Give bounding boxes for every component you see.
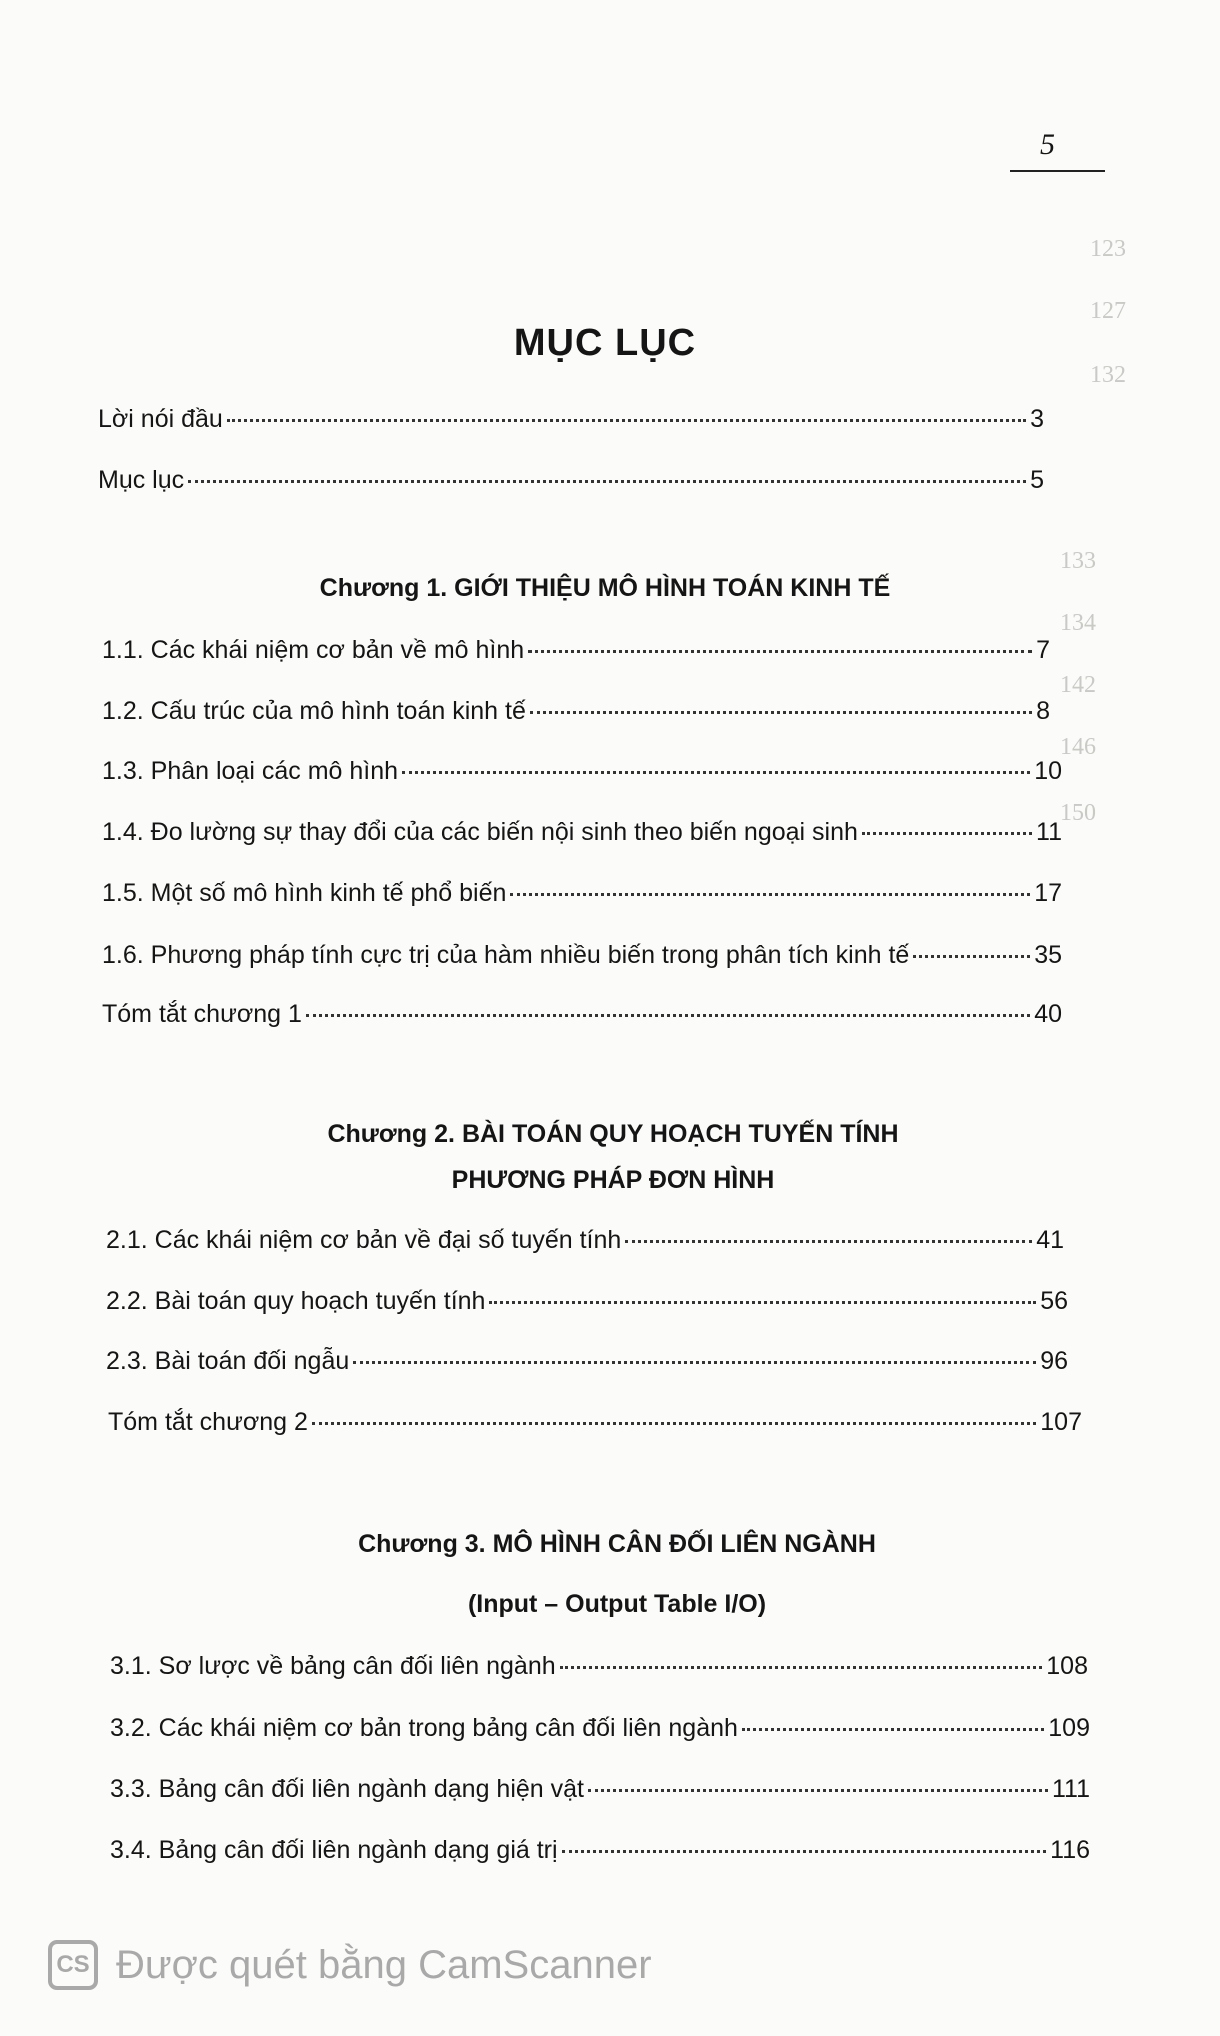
camscanner-watermark	[48, 1940, 652, 1990]
show-through-text: 150	[1060, 800, 1096, 826]
toc-entry-page: 40	[1034, 1000, 1062, 1028]
camscanner-logo-icon: CS	[48, 1940, 98, 1990]
leader-dots	[188, 480, 1026, 483]
toc-entry-page: 8	[1036, 697, 1050, 725]
toc-entry	[102, 818, 1062, 847]
toc-entry-label: Mục lục	[98, 466, 185, 494]
toc-entry	[106, 1287, 1068, 1316]
toc-entry-page: 116	[1050, 1836, 1090, 1864]
toc-entry-label: Tóm tắt chương 1	[102, 1000, 302, 1028]
toc-entry	[110, 1836, 1090, 1865]
leader-dots	[312, 1422, 1036, 1425]
chapter-heading: Chương 3. MÔ HÌNH CÂN ĐỐI LIÊN NGÀNH	[358, 1530, 876, 1558]
show-through-text: 133	[1060, 548, 1096, 574]
toc-entry-label: 1.4. Đo lường sự thay đổi của các biến nội sinh theo biến ngoại sinh	[102, 818, 858, 846]
toc-entry-label: 1.6. Phương pháp tính cực trị của hàm nhiều biến trong phân tích kinh tế	[102, 941, 910, 969]
toc-entry	[106, 1226, 1064, 1255]
toc-entry-label: 1.2. Cấu trúc của mô hình toán kinh tế	[102, 697, 526, 725]
toc-entry-label: Lời nói đầu	[98, 405, 223, 433]
toc-entry-label: 3.2. Các khái niệm cơ bản trong bảng cân đối liên ngành	[110, 1714, 738, 1742]
watermark-text: Được quét bằng CamScanner	[116, 1942, 652, 1987]
toc-entry-page: 5	[1030, 466, 1044, 494]
toc-entry	[102, 941, 1062, 970]
toc-entry-page: 108	[1046, 1652, 1088, 1680]
toc-entry-page: 10	[1034, 757, 1062, 785]
toc-entry-label: 2.1. Các khái niệm cơ bản về đại số tuyến tính	[106, 1226, 622, 1254]
chapter-subheading: PHƯƠNG PHÁP ĐƠN HÌNH	[451, 1166, 775, 1194]
leader-dots	[227, 419, 1026, 422]
leader-dots	[560, 1666, 1043, 1669]
toc-entry-label: 2.2. Bài toán quy hoạch tuyến tính	[106, 1287, 486, 1315]
leader-dots	[306, 1014, 1030, 1017]
leader-dots	[562, 1850, 1047, 1853]
chapter-subheading: (Input – Output Table I/O)	[467, 1590, 767, 1618]
show-through-text: 123	[1090, 236, 1126, 262]
leader-dots	[862, 832, 1032, 835]
show-through-text: 132	[1090, 362, 1126, 388]
chapter-heading: Chương 2. BÀI TOÁN QUY HOẠCH TUYẾN TÍNH	[327, 1120, 899, 1148]
toc-entry-page: 111	[1051, 1775, 1090, 1803]
toc-entry	[108, 1408, 1082, 1437]
toc-entry-label: 3.1. Sơ lược về bảng cân đối liên ngành	[110, 1652, 556, 1680]
toc-entry-page: 107	[1040, 1408, 1082, 1436]
toc-entry	[106, 1347, 1068, 1376]
toc-entry	[110, 1652, 1088, 1681]
leader-dots	[528, 650, 1032, 653]
leader-dots	[510, 893, 1030, 896]
toc-entry-page: 3	[1030, 405, 1044, 433]
toc-entry-page: 17	[1034, 879, 1062, 907]
show-through-text: 146	[1060, 734, 1096, 760]
toc-entry	[102, 636, 1050, 665]
page-number: 5	[1040, 128, 1055, 161]
toc-entry-page: 11	[1036, 818, 1062, 846]
toc-entry-page: 109	[1048, 1714, 1090, 1742]
show-through-text: 134	[1060, 610, 1096, 636]
toc-entry-label: 1.3. Phân loại các mô hình	[102, 757, 399, 785]
toc-entry	[110, 1714, 1090, 1743]
leader-dots	[353, 1361, 1036, 1364]
toc-entry	[98, 405, 1044, 434]
show-through-text: 127	[1090, 298, 1126, 324]
toc-entry	[102, 757, 1062, 786]
toc-entry	[110, 1775, 1090, 1804]
toc-entry-page: 7	[1036, 636, 1050, 664]
toc-entry-page: 56	[1040, 1287, 1068, 1315]
chapter-heading: Chương 1. GIỚI THIỆU MÔ HÌNH TOÁN KINH TẾ	[319, 574, 891, 602]
leader-dots	[489, 1301, 1036, 1304]
toc-entry-label: 1.5. Một số mô hình kinh tế phổ biến	[102, 879, 507, 907]
toc-entry	[102, 697, 1050, 726]
toc-entry	[102, 1000, 1062, 1029]
show-through-text: 142	[1060, 672, 1096, 698]
leader-dots	[530, 711, 1032, 714]
toc-entry-label: 1.1. Các khái niệm cơ bản về mô hình	[102, 636, 525, 664]
toc-entry-label: 2.3. Bài toán đối ngẫu	[106, 1347, 350, 1375]
toc-entry-page: 96	[1040, 1347, 1068, 1375]
page-number-rule	[1010, 170, 1105, 172]
leader-dots	[913, 955, 1030, 958]
toc-entry	[102, 879, 1062, 908]
leader-dots	[402, 771, 1030, 774]
toc-entry-label: Tóm tắt chương 2	[108, 1408, 308, 1436]
toc-title: MỤC LỤC	[513, 322, 697, 364]
toc-entry	[98, 466, 1044, 495]
toc-entry-page: 35	[1034, 941, 1062, 969]
leader-dots	[742, 1728, 1044, 1731]
toc-entry-label: 3.4. Bảng cân đối liên ngành dạng giá trị	[110, 1836, 558, 1864]
leader-dots	[588, 1789, 1048, 1792]
leader-dots	[625, 1240, 1032, 1243]
toc-entry-label: 3.3. Bảng cân đối liên ngành dạng hiện vật	[110, 1775, 584, 1803]
toc-entry-page: 41	[1036, 1226, 1064, 1254]
